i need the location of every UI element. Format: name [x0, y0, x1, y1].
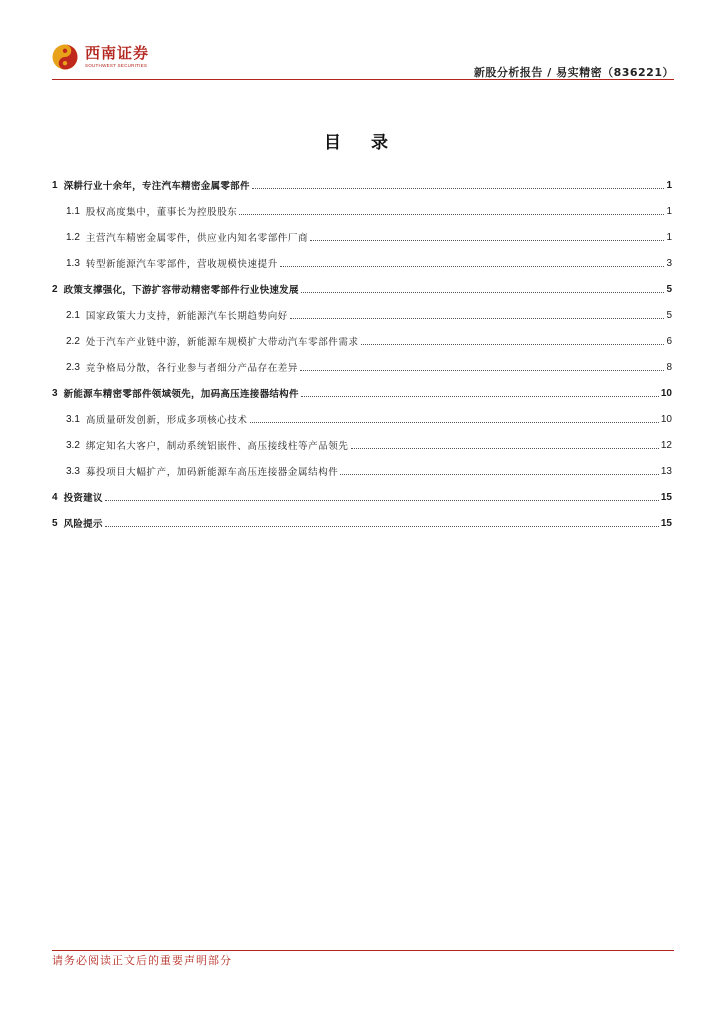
toc-entry[interactable]	[52, 328, 672, 354]
toc-entry-page: 12	[660, 439, 672, 451]
toc-dot-leader	[361, 344, 665, 345]
page-header	[52, 40, 674, 80]
toc-entry-number: 1	[52, 179, 58, 191]
toc-entry-page: 5	[666, 309, 672, 321]
toc-entry-page: 15	[660, 517, 672, 529]
toc-entry[interactable]	[52, 172, 672, 198]
toc-entry-number: 3	[52, 387, 58, 399]
toc-dot-leader	[301, 292, 665, 293]
toc-dot-leader	[310, 240, 664, 241]
toc-entry-page: 10	[660, 413, 672, 425]
toc-entry-text: 转型新能源汽车零部件，营收规模快速提升	[85, 259, 278, 270]
toc-entry-text: 高质量研发创新，形成多项核心技术	[85, 415, 248, 426]
toc-entry[interactable]	[52, 250, 672, 276]
toc-title: 目 录	[324, 133, 400, 153]
toc-entry[interactable]	[52, 458, 672, 484]
toc-entry-page: 1	[666, 205, 672, 217]
company-logo	[52, 44, 149, 70]
toc-entry-page: 1	[666, 231, 672, 243]
toc-entry-number: 3.1	[66, 413, 80, 425]
toc-dot-leader	[252, 188, 665, 189]
toc-dot-leader	[105, 500, 659, 501]
toc-dot-leader	[105, 526, 659, 527]
toc-entry-page: 15	[660, 491, 672, 503]
toc-entry-number: 2	[52, 283, 58, 295]
toc-entry-text: 绑定知名大客户，制动系统铝嵌件、高压接线柱等产品领先	[85, 441, 349, 452]
toc-entry-page: 8	[666, 361, 672, 373]
toc-entry-number: 1.2	[66, 231, 80, 243]
table-of-contents	[52, 172, 672, 536]
toc-entry-text: 政策支撑强化，下游扩容带动精密零部件行业快速发展	[63, 285, 299, 296]
toc-entry[interactable]	[52, 380, 672, 406]
toc-dot-leader	[351, 448, 659, 449]
disclaimer-note: 请务必阅读正文后的重要声明部分	[52, 954, 232, 967]
toc-entry-number: 1.3	[66, 257, 80, 269]
toc-dot-leader	[300, 370, 664, 371]
toc-entry[interactable]	[52, 198, 672, 224]
toc-entry[interactable]	[52, 510, 672, 536]
toc-entry[interactable]	[52, 302, 672, 328]
logo-emblem-icon	[52, 44, 78, 70]
toc-entry-page: 6	[666, 335, 672, 347]
toc-entry-page: 3	[666, 257, 672, 269]
footer-divider	[52, 950, 674, 951]
toc-entry-number: 2.2	[66, 335, 80, 347]
toc-entry[interactable]	[52, 484, 672, 510]
toc-dot-leader	[301, 396, 659, 397]
toc-entry-text: 募投项目大幅扩产，加码新能源车高压连接器金属结构件	[85, 467, 339, 478]
toc-entry-page: 1	[666, 179, 672, 191]
toc-entry-number: 2.1	[66, 309, 80, 321]
toc-entry-text: 股权高度集中，董事长为控股股东	[85, 207, 238, 218]
toc-entry-text: 处于汽车产业链中游，新能源车规模扩大带动汽车零部件需求	[85, 337, 359, 348]
toc-entry-page: 5	[666, 283, 672, 295]
toc-dot-leader	[340, 474, 658, 475]
toc-entry-text: 风险提示	[63, 519, 103, 530]
toc-entry-number: 4	[52, 491, 58, 503]
toc-entry[interactable]	[52, 354, 672, 380]
toc-entry-number: 3.2	[66, 439, 80, 451]
toc-entry-text: 国家政策大力支持，新能源汽车长期趋势向好	[85, 311, 288, 322]
header-divider	[52, 79, 674, 80]
toc-dot-leader	[239, 214, 664, 215]
toc-entry[interactable]	[52, 432, 672, 458]
toc-entry-text: 投资建议	[63, 493, 103, 504]
toc-entry-number: 2.3	[66, 361, 80, 373]
toc-entry[interactable]	[52, 406, 672, 432]
toc-entry-page: 13	[660, 465, 672, 477]
toc-entry-text: 竞争格局分散，各行业参与者细分产品存在差异	[85, 363, 299, 374]
report-title: 新股分析报告 / 易实精密（836221）	[473, 66, 674, 79]
toc-entry[interactable]	[52, 224, 672, 250]
logo-english-name: SOUTHWEST SECURITIES	[85, 63, 148, 68]
toc-dot-leader	[250, 422, 659, 423]
toc-entry-text: 主营汽车精密金属零件，供应业内知名零部件厂商	[85, 233, 309, 244]
toc-entry-text: 新能源车精密零部件领域领先，加码高压连接器结构件	[63, 389, 299, 400]
logo-chinese-name: 西南证券	[85, 44, 150, 62]
toc-entry-page: 10	[660, 387, 672, 399]
toc-entry-text: 深耕行业十余年，专注汽车精密金属零部件	[63, 181, 250, 192]
toc-dot-leader	[290, 318, 665, 319]
toc-dot-leader	[280, 266, 665, 267]
toc-entry-number: 1.1	[66, 205, 80, 217]
toc-entry[interactable]	[52, 276, 672, 302]
toc-entry-number: 5	[52, 517, 58, 529]
toc-entry-number: 3.3	[66, 465, 80, 477]
